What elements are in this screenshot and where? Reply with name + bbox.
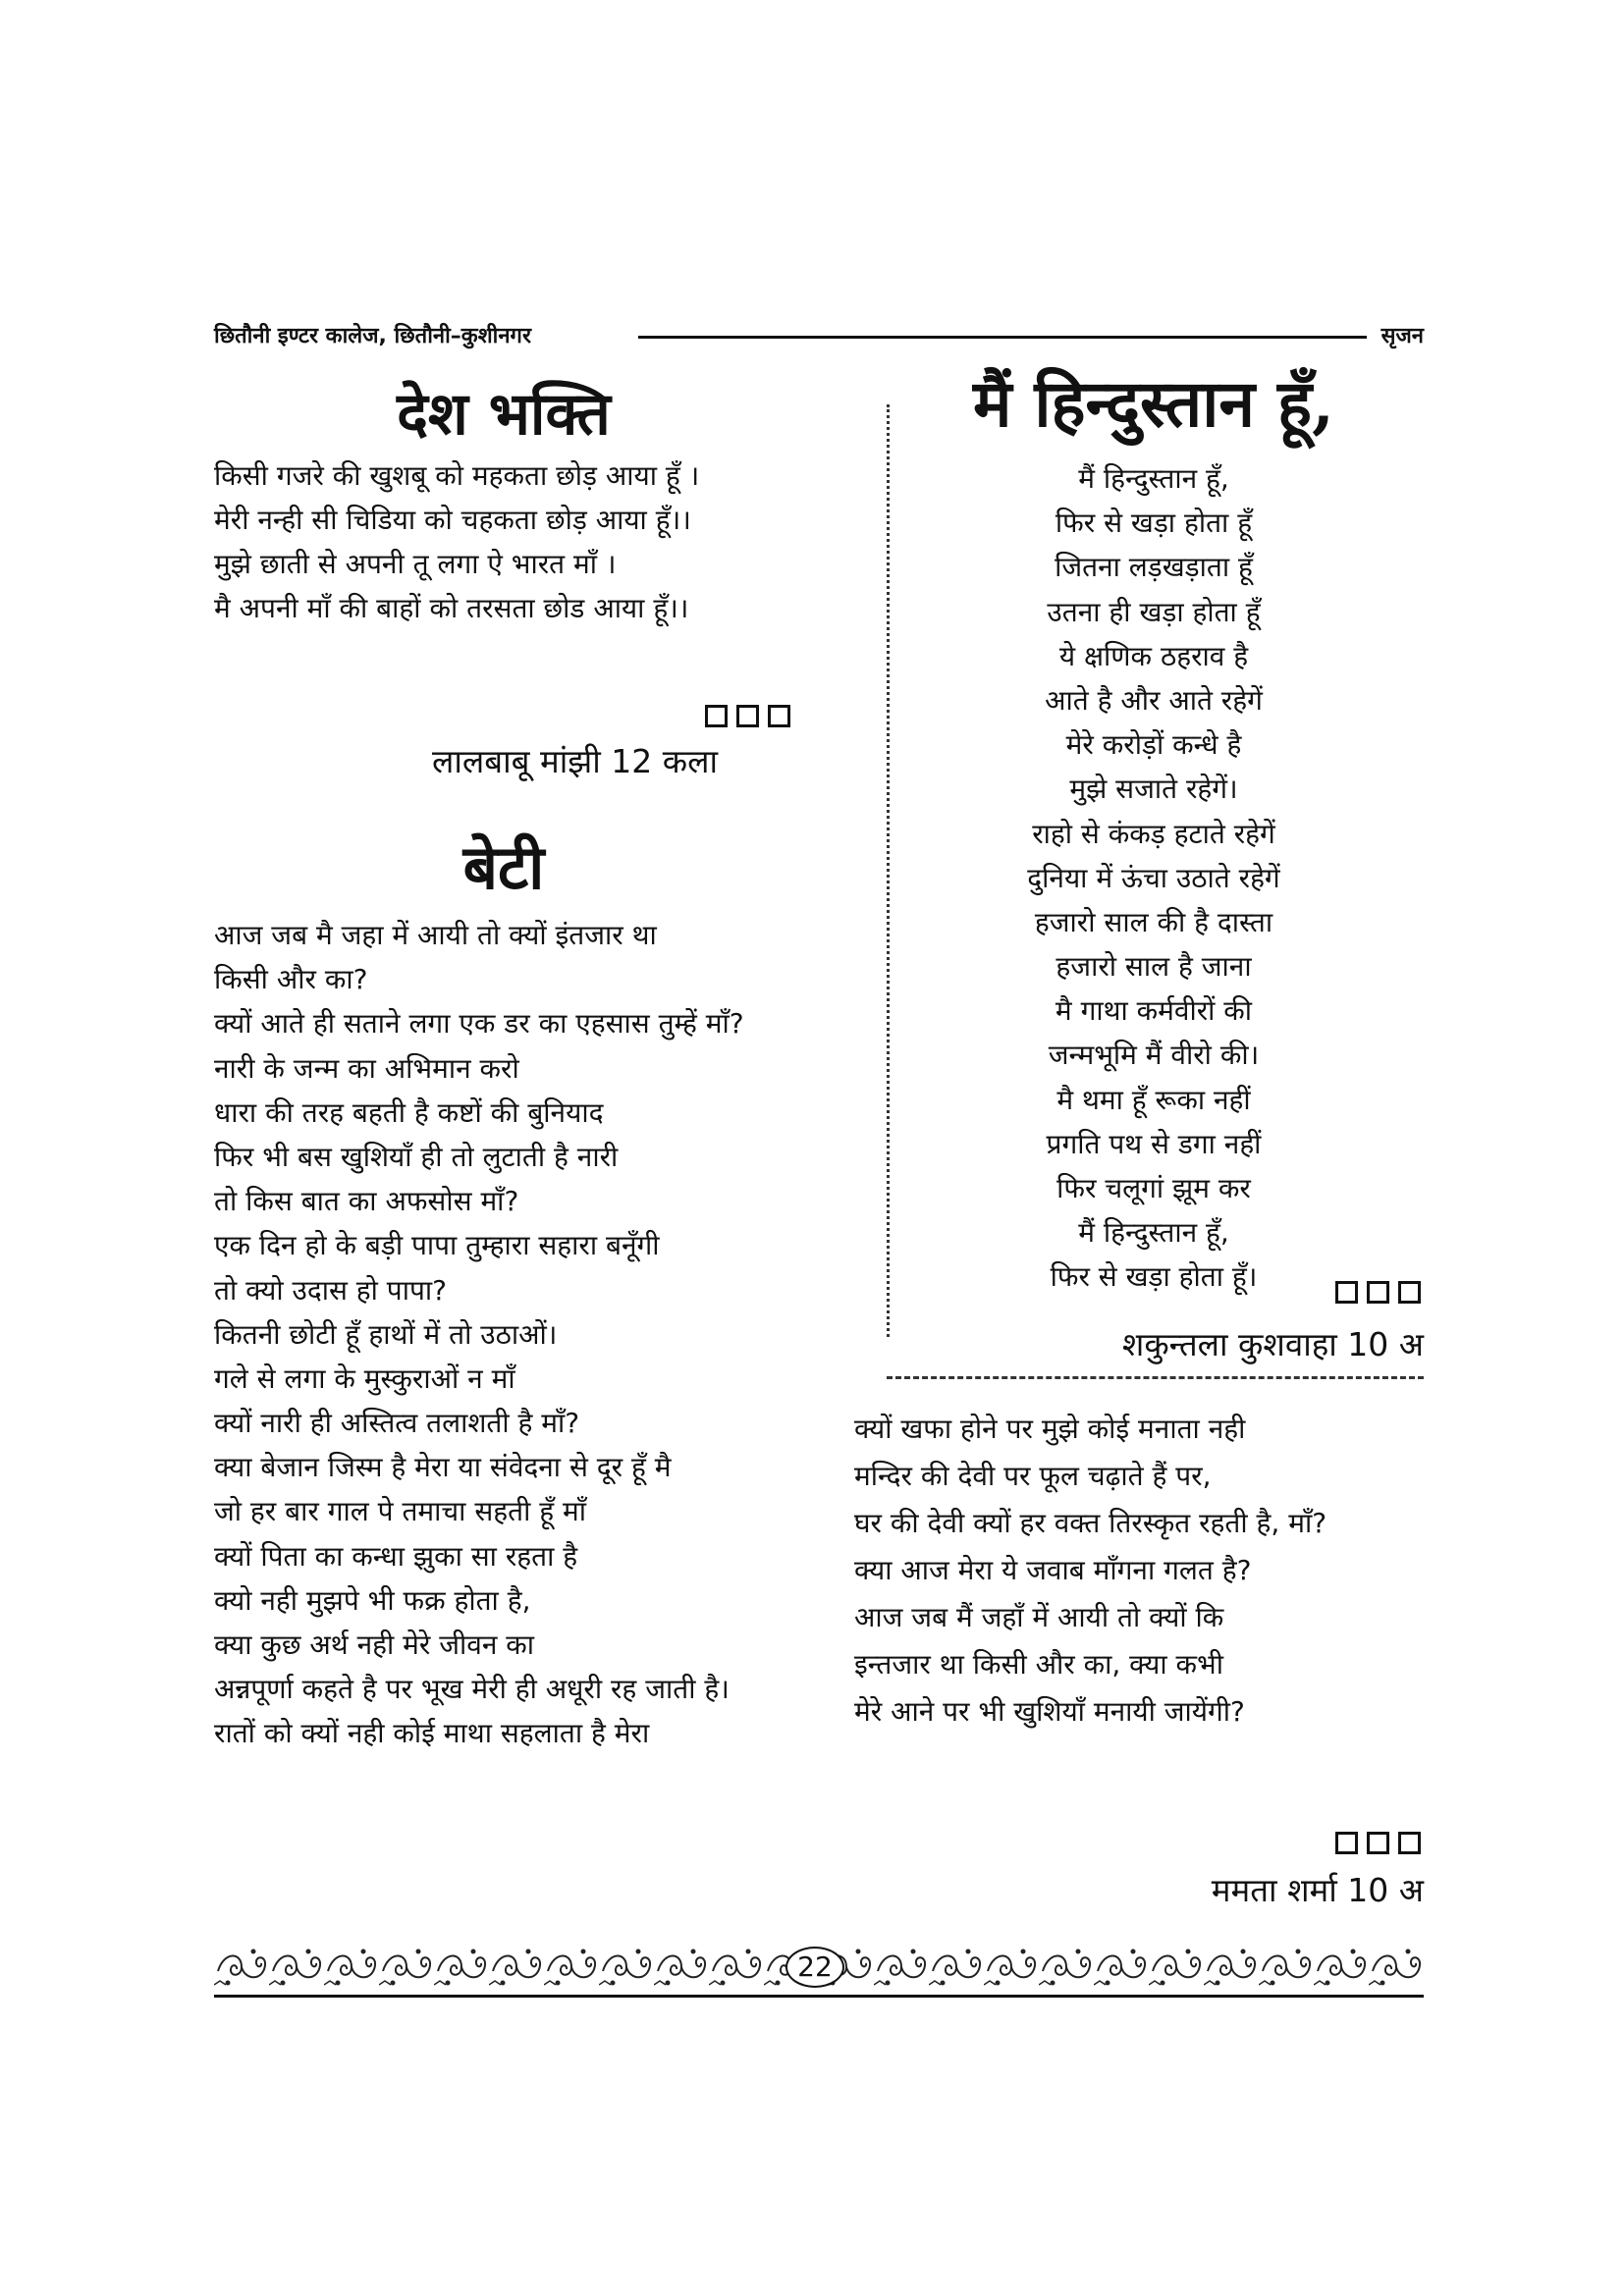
poem-line: नारी के जन्म का अभिमान करो — [214, 1051, 519, 1085]
poem-line: गले से लगा के मुस्कुराओं न माँ — [214, 1362, 515, 1395]
poem-title-hindustan: मैं हिन्दुस्तान हूँ, — [972, 365, 1335, 442]
poem-line: क्या आज मेरा ये जवाब माँगना गलत है? — [854, 1554, 1252, 1586]
poem-line: उतना ही खड़ा होता हूँ — [1047, 595, 1261, 628]
poem-line: फिर चलूगां झूम कर — [1056, 1172, 1251, 1204]
author-beti: ममता शर्मा 10 अ — [1211, 1871, 1424, 1909]
poem-line: फिर भी बस खुशियाँ ही तो लुटाती है नारी — [214, 1140, 619, 1173]
poem-line: मुझे सजाते रहेगें। — [1069, 773, 1238, 806]
header-college-name: छितौनी इण्टर कालेज, छितौनी–कुशीनगर — [214, 324, 531, 348]
poem-line: क्या कुछ अर्थ नही मेरे जीवन का — [214, 1629, 535, 1661]
poem-line: किसी गजरे की खुशबू को महकता छोड़ आया हूँ । — [214, 459, 700, 492]
poem-line: मेरी नन्ही सी चिडिया को चहकता छोड़ आया हूँ।। — [214, 504, 691, 536]
poem-line: प्रगति पथ से डगा नहीं — [1046, 1127, 1262, 1160]
poem-line: मै थमा हूँ रूका नहीं — [1056, 1083, 1251, 1116]
poem-line: मैं हिन्दुस्तान हूँ, — [1078, 1216, 1229, 1250]
author-desh-bhakti: लालबाबू मांझी 12 कला — [432, 742, 719, 780]
end-box — [1335, 1281, 1358, 1304]
author-hindustan: शकुन्तला कुशवाहा 10 अ — [1121, 1325, 1424, 1363]
poem-line: एक दिन हो के बड़ी पापा तुम्हारा सहारा बनूँगी — [214, 1229, 660, 1262]
end-box — [1367, 1832, 1389, 1854]
end-box — [768, 705, 790, 727]
poem-line: मै अपनी माँ की बाहों को तरसता छोड आया हूँ।। — [214, 592, 689, 624]
poem-title-beti: बेटी — [462, 831, 545, 903]
end-box — [1398, 1281, 1421, 1304]
poem-line: क्या बेजान जिस्म है मेरा या संवेदना से दूर हूँ मै — [214, 1451, 672, 1484]
poem-line: क्यों पिता का कन्धा झुका सा रहता है — [214, 1539, 578, 1573]
poem-line: आते है और आते रहेगें — [1045, 683, 1263, 717]
poem-line: घर की देवी क्यों हर वक्त तिरस्कृत रहती है, माँ? — [854, 1507, 1327, 1539]
poem-line: हजारो साल है जाना — [1056, 950, 1252, 984]
poem-body-desh-bhakti — [214, 454, 819, 630]
poem-line: राहो से कंकड़ हटाते रहेगें — [1032, 817, 1275, 850]
poem-line: जो हर बार गाल पे तमाचा सहती हूँ माँ — [214, 1495, 587, 1528]
end-box — [1335, 1832, 1358, 1854]
poem-body-hindustan — [889, 456, 1419, 1300]
section-divider — [887, 1376, 1424, 1379]
header-magazine-name: सृजन — [1380, 324, 1424, 348]
poem-line: आज जब मैं जहाँ में आयी तो क्यों कि — [854, 1601, 1224, 1633]
poem-line: मुझे छाती से अपनी तू लगा ऐ भारत माँ । — [214, 548, 617, 580]
end-mark-boxes — [1335, 1281, 1421, 1304]
header-rule — [638, 336, 1367, 339]
poem-line: क्यों नारी ही अस्तित्व तलाशती है माँ? — [214, 1407, 580, 1440]
poem-line: फिर से खड़ा होता हूँ। — [1050, 1260, 1258, 1294]
poem-line: क्यों आते ही सताने लगा एक डर का एहसास तुम्हें माँ? — [214, 1007, 744, 1041]
poem-line: मेरे आने पर भी खुशियाँ मनायी जायेंगी? — [854, 1695, 1245, 1728]
poem-line: मैं हिन्दुस्तान हूँ, — [1078, 462, 1229, 495]
end-mark-boxes — [1335, 1832, 1421, 1854]
end-box — [736, 705, 759, 727]
poem-line: फिर से खड़ा होता हूँ — [1055, 507, 1253, 540]
end-box — [1367, 1281, 1389, 1304]
poem-line: आज जब मै जहा में आयी तो क्यों इंतजार था — [214, 919, 657, 951]
poem-line: जन्मभूमि मैं वीरो की। — [1048, 1039, 1260, 1072]
end-box — [705, 705, 728, 727]
running-header — [214, 316, 1424, 355]
poem-line: रातों को क्यों नही कोई माथा सहलाता है मेरा — [214, 1717, 650, 1750]
poem-line: क्यो नही मुझपे भी फक्र होता है, — [214, 1583, 531, 1617]
poem-line: दुनिया में ऊंचा उठाते रहेगें — [1027, 861, 1280, 894]
poem-body-beti — [214, 913, 842, 1756]
poem-title-desh-bhakti: देश भक्ति — [397, 380, 611, 449]
poem-line: तो किस बात का अफसोस माँ? — [214, 1185, 519, 1218]
poem-body-beti-continued — [854, 1406, 1424, 1735]
poem-line: मै गाथा कर्मवीरों की — [1055, 994, 1253, 1028]
page-number: 22 — [785, 1947, 844, 1988]
poem-line: जितना लड़खड़ाता हूँ — [1055, 551, 1253, 584]
end-mark-boxes — [705, 705, 790, 727]
poem-line: अन्नपूर्णा कहते है पर भूख मेरी ही अधूरी रह जाती है। — [214, 1673, 730, 1706]
footer-rule — [214, 1995, 1424, 1998]
poem-line: इन्तजार था किसी और का, क्या कभी — [854, 1648, 1223, 1681]
poem-line: कितनी छोटी हूँ हाथों में तो उठाओं। — [214, 1317, 558, 1351]
poem-line: मेरे करोड़ों कन्धे है — [1065, 728, 1242, 762]
end-box — [1398, 1832, 1421, 1854]
poem-line: किसी और का? — [214, 963, 368, 996]
poem-line: ये क्षणिक ठहराव है — [1058, 639, 1249, 672]
poem-line: क्यों खफा होने पर मुझे कोई मनाता नही — [854, 1413, 1246, 1445]
poem-line: धारा की तरह बहती है कष्टों की बुनियाद — [214, 1095, 604, 1129]
poem-line: हजारो साल की है दास्ता — [1034, 905, 1273, 938]
poem-line: तो क्यो उदास हो पापा? — [214, 1273, 447, 1307]
poem-line: मन्दिर की देवी पर फूल चढ़ाते हैं पर, — [854, 1460, 1212, 1492]
